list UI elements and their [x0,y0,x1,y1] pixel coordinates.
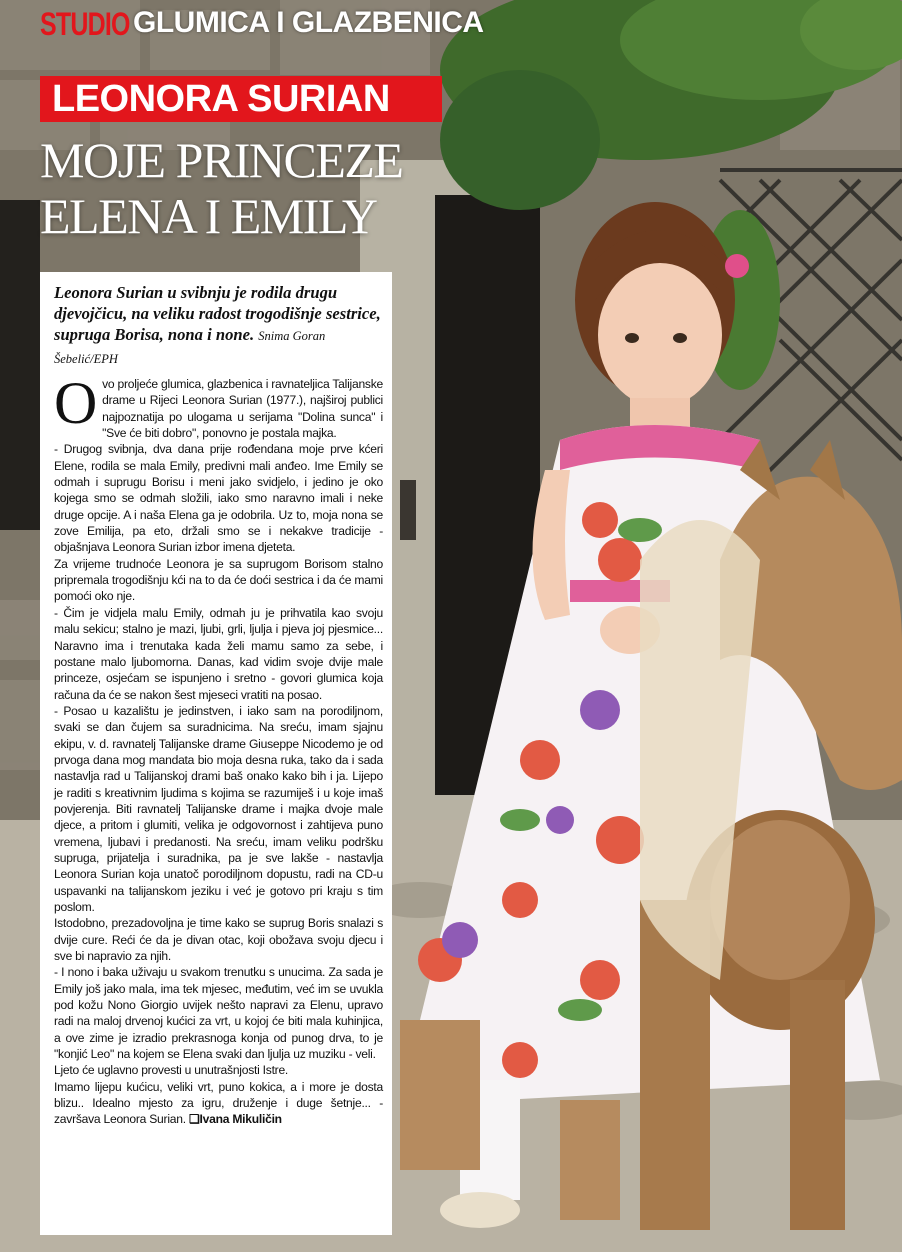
paragraph: - Posao u kazalištu je jedinstven, i iako sam na porodiljnom, svaki se dan čujem sa suradnicima. Na sreću, imam sjajnu ekipu, v. d. ravnatelj Talijanske drame Giuseppe Nicodemo je od prvoga dana mog mandata bio moja desna ruka, tako da i sada nastavlja rad u Talijanskoj drami baš onako kako bih i ja. Lijepo je raditi s kreativnim ljudima s kojima se razumiješ i u koje imaš povjerenja. Biti ravnatelj Talijanske drame i majka dvoje male djece, a pritom i glumiti, velika je odgovornost i zahtijeva puno vremena, ljubavi i predanosti. Na sreću, imam veliku podršku supruga, prijatelja i suradnika, pa je sve lakše - nastavlja Leonora Surian koja unatoč porodiljnom dopustu, radi na CD-u uspavanki na talijanskom jeziku i već je gotovo pri kraju s tim poslom. [54,703,383,914]
photo-credit: Snima Goran Šebelić/EPH [54,329,326,366]
article-body [54,370,383,1128]
paragraph: Istodobno, prezadovoljna je time kako se suprug Boris snalazi s dvije cure. Reći će da je divan otac, koji obožava svoju djecu i sve bi napravio za njih. [54,916,383,964]
article-box [40,272,392,1235]
headline-line-1: MOJE PRINCEZE [40,132,403,188]
paragraph: - I nono i baka uživaju u svakom trenutku s unucima. Za sada je Emily još jako mala, ima tek mjesec, međutim, već im se uvukla pod kožu Nono Giorgio uvijek nešto napravi za Elenu, upravo radi na maloj drvenoj kućici za vrt, u kojoj će biti mala kuhinjica, a ove zime je izradio prekrasnoga konja od punog drva, to je "konjić Leo" na kojem se Elena svaki dan ljulja uz muziku - veli. [54,965,383,1062]
paragraph: Ljeto će uglavno provesti u unutrašnjosti Istre. [54,1063,289,1078]
window-shutter [0,200,40,530]
lead-text: Leonora Surian u svibnju je rodila drugu djevojčicu, na veliku radost trogodišnje sestrice, supruga Borisa, nona i none. [54,283,381,344]
drop-cap: O [54,370,98,436]
end-mark-icon: ❏ [188,1112,200,1127]
subject-name: LEONORA SURIAN [52,78,390,120]
section-kicker: STUDIO [40,6,130,42]
paragraph: Za vrijeme trudnoće Leonora je sa suprugom Borisom stalno pripremala trogodišnju kći na to da će doći sestrica i da će mami pomoći oko nje. [54,556,383,604]
section-title: GLUMICA I GLAZBENICA [133,6,484,39]
paragraph: - Drugog svibnja, dva dana prije rođendana moje prve kćeri Elene, rodila se mala Emily, predivni mali anđeo. Ime Emily se odmah i suprugu Borisu i meni jako svidjelo, i jedino je oko kojega smo se odmah složili, iako smo naravno imali i neke druge opcije. A i naša Elena ga je odobrila. Uz to, moja nona se zove Emilija, pa eto, držali smo se i nekakve tradicije - objašnjava Leonora Surian izbor imena djeteta. [54,442,383,555]
name-banner [40,76,442,122]
paragraph: Ovo proljeće glumica, glazbenica i ravnateljica Talijanske drame u Rijeci Leonora Surian (1977.), najširoj publici najpoznatija po ulogama u serijama "Dolina sunca" i "Sve će biti dobro", ponovno je postala majka. [54,370,383,441]
author-signature: ❏Ivana Mikuličin [188,1112,282,1127]
paragraph: - Čim je vidjela malu Emily, odmah ju je prihvatila kao svoju malu sekicu; stalno je mazi, ljubi, grli, ljulja i pjeva joj pjesmice... Naravno ima i trenutaka kada želi mamu samo za sebe, i postane malo ljubomorna. Danas, kad vidim svoje dvije male princeze, osjećam se ispunjeno i sretno - govori glumica koja računa da će se nakon šest mjeseci vratiti na posao. [54,605,383,702]
closing-paragraph: Imamo lijepu kućicu, veliki vrt, puno kokica, a i more je dosta blizu.. Idealno mjesto za igru, druženje i duge šetnje... - završava Leonora Surian. ❏Ivana Mikuličin [54,1079,383,1127]
headline-line-2: ELENA I EMILY [40,188,377,244]
kicker-line [40,6,484,43]
lead-paragraph [54,282,382,370]
headline [40,132,402,244]
